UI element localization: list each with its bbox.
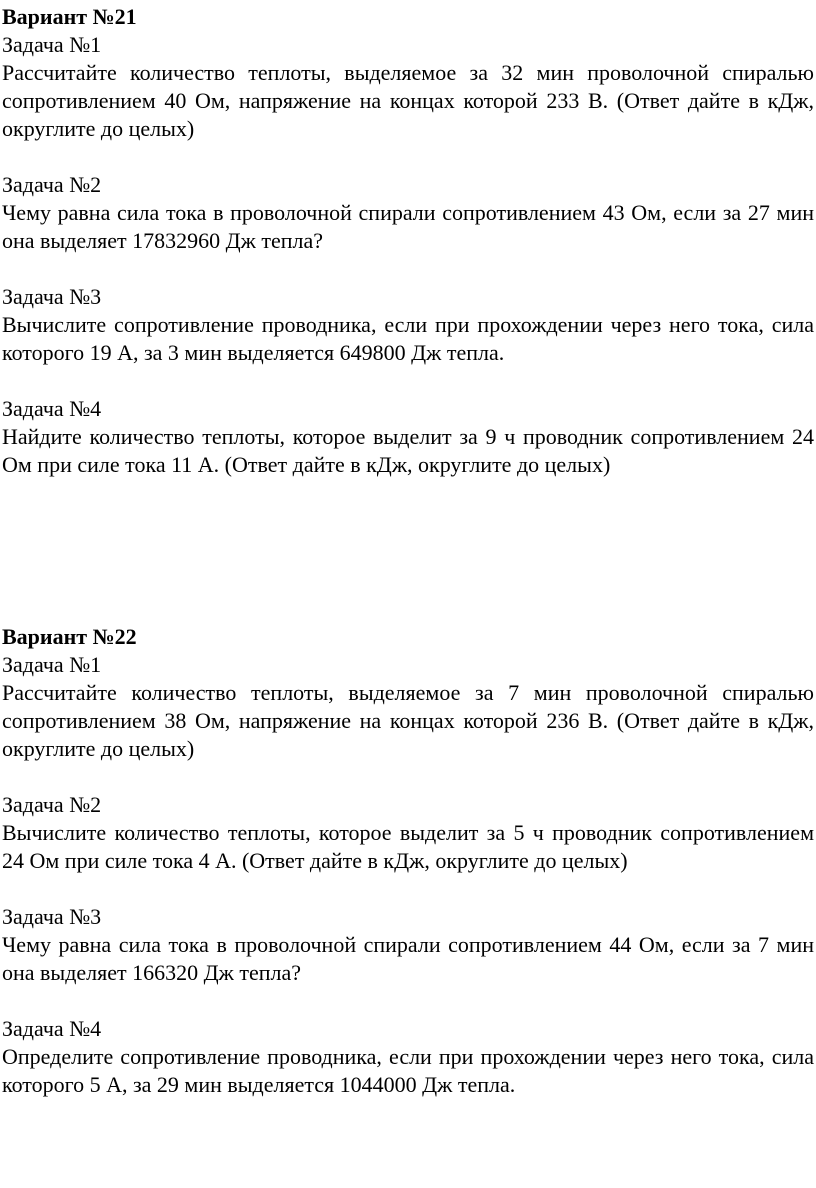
task-text: Чему равна сила тока в проволочной спирали сопротивлением 43 Ом, если за 27 мин она выделяет 17832960 Дж тепла? (2, 200, 814, 253)
task-text: Чему равна сила тока в проволочной спирали сопротивлением 44 Ом, если за 7 мин она выделяет 166320 Дж тепла? (2, 932, 814, 985)
task-block (2, 791, 814, 875)
task-text: Вычислите сопротивление проводника, если при прохождении через него тока, сила которого 19 А, за 3 мин выделяется 649800 Дж тепла. (2, 312, 814, 365)
task-label: Задача №4 (2, 396, 102, 421)
variant-title: Вариант №21 (2, 4, 137, 29)
task-label: Задача №4 (2, 1016, 102, 1041)
variant-section (2, 623, 814, 1099)
task-block (2, 171, 814, 255)
task-block (2, 1015, 814, 1099)
variant-title: Вариант №22 (2, 624, 137, 649)
task-block (2, 283, 814, 367)
task-label: Задача №1 (2, 32, 102, 57)
task-label: Задача №2 (2, 172, 102, 197)
task-block (2, 31, 814, 143)
task-text: Рассчитайте количество теплоты, выделяемое за 7 мин проволочной спиралью сопротивлением 38 Ом, напряжение на концах которой 236 В. (Ответ дайте в кДж, округлите до целых) (2, 680, 814, 761)
task-text: Рассчитайте количество теплоты, выделяемое за 32 мин проволочной спиралью сопротивлением 40 Ом, напряжение на концах которой 233 В. (Ответ дайте в кДж, округлите до целых) (2, 60, 814, 141)
task-text: Определите сопротивление проводника, если при прохождении через него тока, сила которого 5 А, за 29 мин выделяется 1044000 Дж тепла. (2, 1044, 814, 1097)
variant-section (2, 3, 814, 479)
task-label: Задача №1 (2, 652, 102, 677)
task-text: Вычислите количество теплоты, которое выделит за 5 ч проводник сопротивлением 24 Ом при силе тока 4 А. (Ответ дайте в кДж, округлите до целых) (2, 820, 814, 873)
task-block (2, 903, 814, 987)
task-block (2, 395, 814, 479)
task-label: Задача №2 (2, 792, 102, 817)
task-text: Найдите количество теплоты, которое выделит за 9 ч проводник сопротивлением 24 Ом при силе тока 11 А. (Ответ дайте в кДж, округлите до целых) (2, 424, 814, 477)
task-label: Задача №3 (2, 284, 102, 309)
task-block (2, 651, 814, 763)
task-label: Задача №3 (2, 904, 102, 929)
